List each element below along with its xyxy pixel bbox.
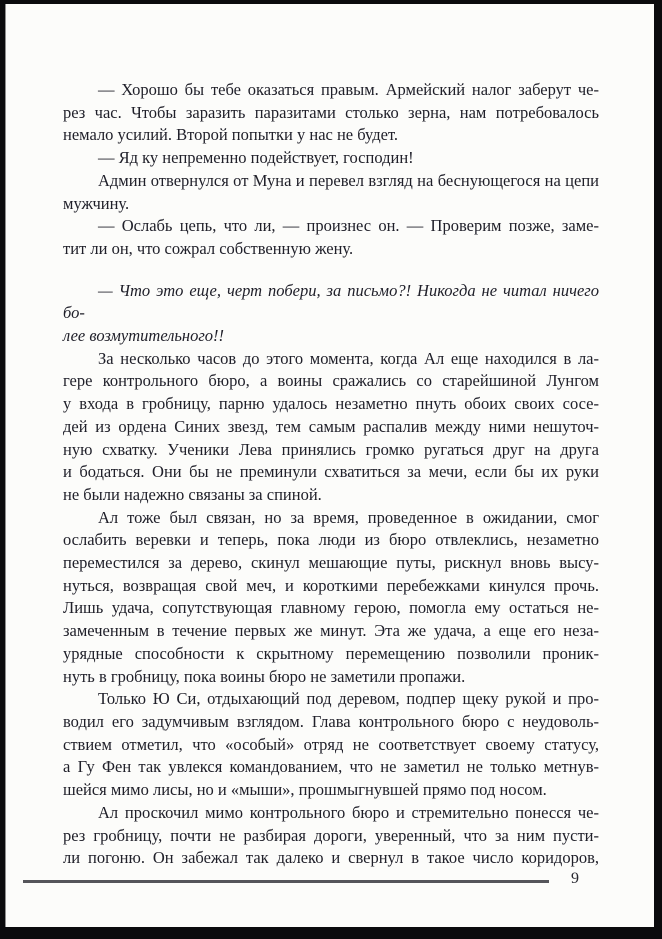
book-page (5, 4, 654, 927)
text-line: замеченным в течение первых же минут. Эта же удача, а еще его неза- (63, 621, 599, 641)
text-line: Ал проскочил мимо контрольного бюро и стремительно понесся че- (98, 802, 599, 822)
paragraph-dialogue-3 (63, 215, 599, 260)
paragraph-narration-3 (63, 507, 599, 689)
text-line: лее возмутительного!! (63, 326, 225, 346)
text-line: — Хорошо бы тебе оказаться правым. Армейский налог заберут че- (98, 80, 599, 99)
text-line: Лишь удача, сопутствующая главному герою, помогла ему остаться не- (63, 598, 599, 618)
text-line: и бодаться. Они бы не преминули схватиться за мечи, если бы их руки (63, 462, 599, 482)
text-line: — Яд ку непременно подействует, господин! (98, 148, 414, 168)
text-line: гере контрольного бюро, а воины сражались со старейшиной Лунгом (63, 371, 599, 391)
text-line: у входа в гробницу, парню удалось незаметно пнуть обоих своих сосе- (63, 394, 599, 414)
text-line: ствием отметил, что «особый» отряд не соответствует своему статусу, (63, 734, 599, 754)
text-line: нуться, возвращая свой меч, и короткими перебежками кинулся прочь. (63, 575, 599, 595)
footer-rule (23, 880, 549, 883)
text-line: урядные способности к скрытному перемещению позволили проник- (63, 643, 599, 663)
paragraph-italic-letter (63, 280, 599, 348)
text-line: — Что это еще, черт побери, за письмо?! Никогда не читал ничего бо- (63, 280, 599, 323)
text-line: — Ослабь цепь, что ли, — произнес он. — Проверим позже, заме- (98, 216, 599, 236)
paragraph-narration-5 (63, 802, 599, 870)
text-line: рез час. Чтобы заразить паразитами столько зерна, нам потребовалось (63, 102, 599, 122)
text-line: тит ли он, что сожрал собственную жену. (63, 238, 354, 258)
page-number: 9 (571, 870, 579, 887)
text-line: За несколько часов до этого момента, когда Ал еще находился в ла- (98, 348, 599, 368)
text-line: ную схватку. Ученики Лева принялись громко ругаться друг на друга (63, 439, 599, 459)
paragraph-dialogue-1 (63, 79, 599, 147)
text-line: Только Ю Си, отдыхающий под деревом, подпер щеку рукой и про- (98, 689, 599, 709)
paragraph-narration-4 (63, 688, 599, 802)
text-line: не были надежно связаны за спиной. (63, 484, 322, 504)
text-line: ли погоню. Он забежал так далеко и свернул в такое число коридоров, (63, 848, 599, 868)
text-line: шейся мимо лисы, но и «мыши», прошмыгнувшей прямо под носом. (63, 780, 547, 800)
paragraph-dialogue-2 (63, 147, 599, 170)
text-block (63, 79, 599, 870)
text-line: дей из ордена Синих звезд, тем самым распалив между ними нешуточ- (63, 416, 599, 436)
text-line: а Гу Фен так увлекся командованием, что не заметил не только метнув- (63, 757, 599, 777)
paragraph-narration-1 (63, 170, 599, 215)
text-line: мужчину. (63, 193, 130, 213)
text-line: переместился за дерево, скинул мешающие путы, рискнул вновь высу- (63, 553, 599, 573)
text-line: водил его задумчивым взглядом. Глава контрольного бюро с неудоволь- (63, 711, 599, 731)
text-line: немало усилий. Второй попытки у нас не будет. (63, 125, 399, 145)
text-line: нуть в гробницу, пока воины бюро не заметили пропажи. (63, 666, 466, 686)
text-line: ослабить веревки и теперь, пока люди из бюро отвлеклись, незаметно (63, 530, 599, 550)
text-line: Админ отвернулся от Муна и перевел взгляд на беснующегося на цепи (98, 170, 599, 190)
text-line: Ал тоже был связан, но за время, проведенное в ожидании, смог (98, 507, 599, 527)
paragraph-narration-2 (63, 348, 599, 507)
text-line: рез гробницу, почти не разбирая дороги, уверенный, что за ним пусти- (63, 825, 599, 845)
